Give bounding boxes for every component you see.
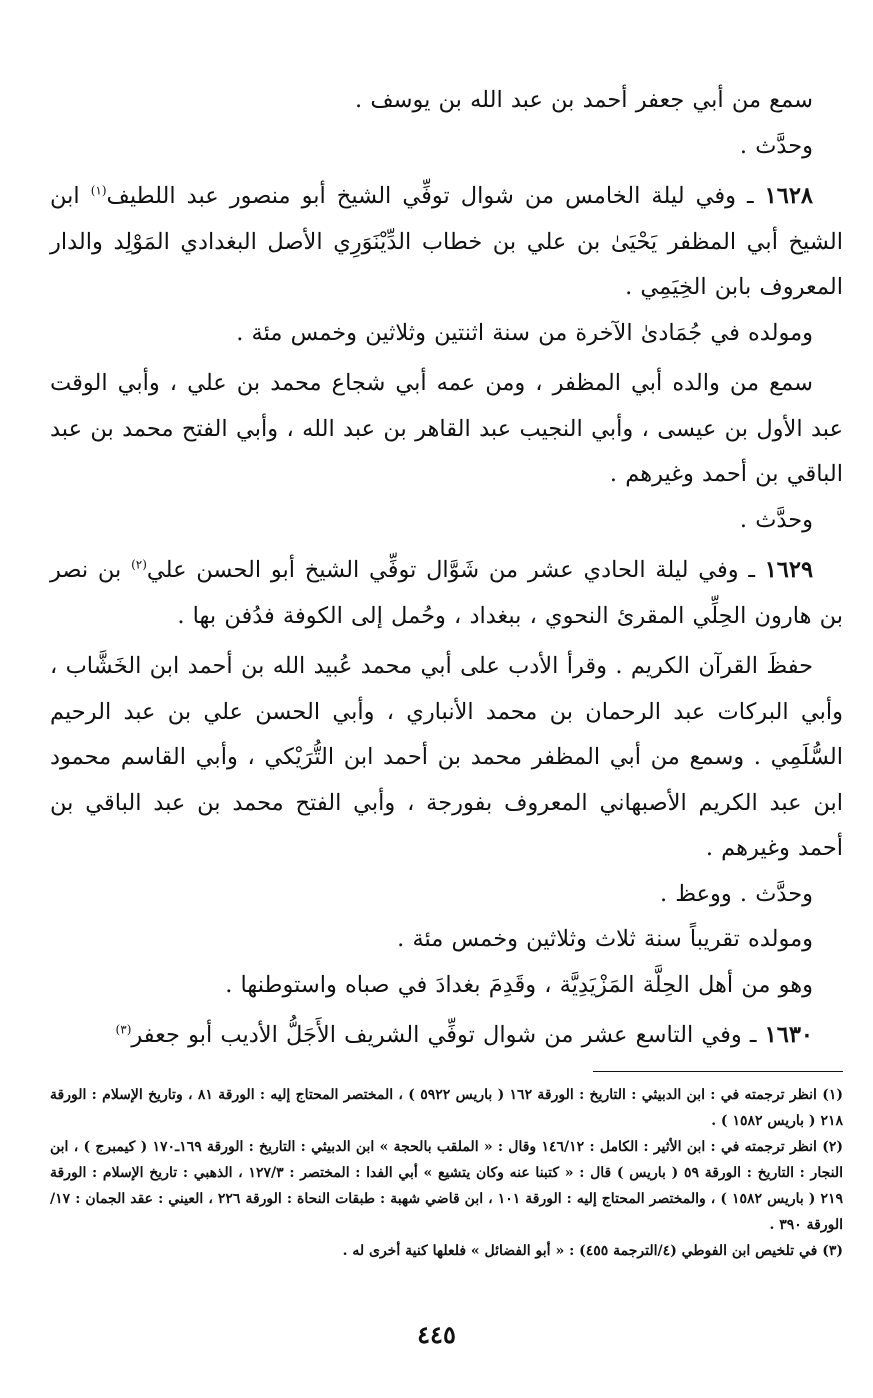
- paragraph-narrated: وحدَّث .: [739, 132, 813, 159]
- entry-1629-heading: [50, 548, 843, 639]
- entry-1628-heard: سمع من والده أبي المظفر ، ومن عمه أبي شجاع محمد بن علي ، وأبي الوقت عبد الأول بن عيسى ، وأبي النجيب عبد القاهر بن عبد الله ، وأبي الفتح محمد بن عبد الباقي بن أحمد وغيرهم .: [50, 370, 843, 487]
- document-page: [50, 78, 843, 1378]
- entry-number: ١٦٢٨: [764, 183, 813, 209]
- footnotes: [50, 1082, 843, 1264]
- entry-text-continued: بن نصر بن هارون الحِلِّي المقرئ النحوي ، ببغداد ، وحُمل إلى الكوفة فدُفن بها .: [50, 557, 843, 629]
- footnote-3: (٣) في تلخيص ابن الفوطي (٤/الترجمة ٤٥٥) : « أبو الفضائل » فلعلها كنية أخرى له .: [342, 1242, 843, 1259]
- entry-1628-birth: ومولده في جُمَادىٰ الآخرة من سنة اثنتين وثلاثين وخمس مئة .: [236, 319, 813, 346]
- page-number: ٤٤٥: [417, 1320, 456, 1349]
- footnote-ref: (٢): [131, 557, 147, 572]
- entry-1629-studies: حفظَ القرآن الكريم . وقرأ الأدب على أبي محمد عُبيد الله بن أحمد ابن الخَشَّاب ، وأبي البركات عبد الرحمان بن محمد الأنباري ، وأبي الحسن علي بن عبد الرحيم السُّلَمِي . وسمع من أبي المظفر محمد بن أحمد ابن التُّرَيْكي ، وأبي القاسم محمود ابن عبد الكريم الأصبهاني المعروف بفورجة ، وأبي الفتح محمد بن عبد الباقي بن أحمد وغيرهم .: [50, 653, 843, 861]
- entry-text: ـ وفي ليلة الحادي عشر من شَوَّال توفِّي الشيخ أبو الحسن علي: [146, 557, 755, 583]
- footnote-ref: (٣): [115, 1022, 132, 1037]
- main-text: [50, 78, 843, 1059]
- entry-text: ـ وفي ليلة الخامس من شوال توفِّي الشيخ أبو منصور عبد اللطيف: [106, 183, 754, 209]
- entry-number: ١٦٣٠: [764, 1022, 813, 1048]
- entry-1630-heading: [50, 1013, 843, 1059]
- footnote-1: (١) انظر ترجمته في : ابن الدبيثي : التاريخ : الورقة ١٦٢ ( باريس ٥٩٢٢ ) ، المختصر المحتاج إليه : الورقة ٨١ ، وتاريخ الإسلام : الورقة ٢١٨ ( باريس ١٥٨٢ ) .: [50, 1086, 843, 1129]
- entry-1629-origin: وهو من أهل الحِلَّة المَزْيَدِيَّة ، وقَدِمَ بغدادَ في صباه واستوطنها .: [225, 971, 813, 998]
- footnote-ref: (١): [90, 183, 107, 198]
- entry-number: ١٦٢٩: [764, 557, 814, 583]
- entry-1629-narrated: وحدَّث . ووعظ .: [659, 880, 813, 907]
- entry-text: ـ وفي التاسع عشر من شوال توفِّي الشريف الأَجَلُّ الأديب أبو جعفر: [131, 1022, 757, 1048]
- entry-1629-birth: ومولده تقريباً سنة ثلاث وثلاثين وخمس مئة .: [397, 926, 813, 952]
- paragraph-heard-from: سمع من أبي جعفر أحمد بن عبد الله بن يوسف .: [355, 87, 813, 113]
- entry-1628-narrated: وحدَّث .: [739, 506, 813, 533]
- entry-text-continued: ابن الشيخ أبي المظفر يَحْيَىٰ بن علي بن خطاب الدِّيْنَوَرِي الأصل البغدادي المَوْلِد والدار المعروف بابن الخِيَمِي .: [50, 183, 843, 300]
- footnote-divider: [593, 1071, 843, 1072]
- entry-1628-heading: [50, 174, 843, 311]
- footnote-2: (٢) انظر ترجمته في : ابن الأثير : الكامل : ١٤٦/١٢ وقال : « الملقب بالحجة » ابن الدبيثي : التاريخ : الورقة ١٦٩ـ١٧٠ ( كيمبرج ) ، ابن النجار : التاريخ : الورقة ٥٩ ( باريس ) قال : « كتبنا عنه وكان يتشيع » أبي الفدا : المختصر : ١٢٧/٣ ، الذهبي : تاريخ الإسلام : الورقة ٢١٩ ( باريس ١٥٨٢ ) ، والمختصر المحتاج إليه : الورقة ١٠١ ، ابن قاضي شهبة : طبقات النحاة : الورقة ٢٢٦ ، العيني : عقد الجمان : ١٧/الورقة ٣٩٠ .: [50, 1138, 843, 1233]
